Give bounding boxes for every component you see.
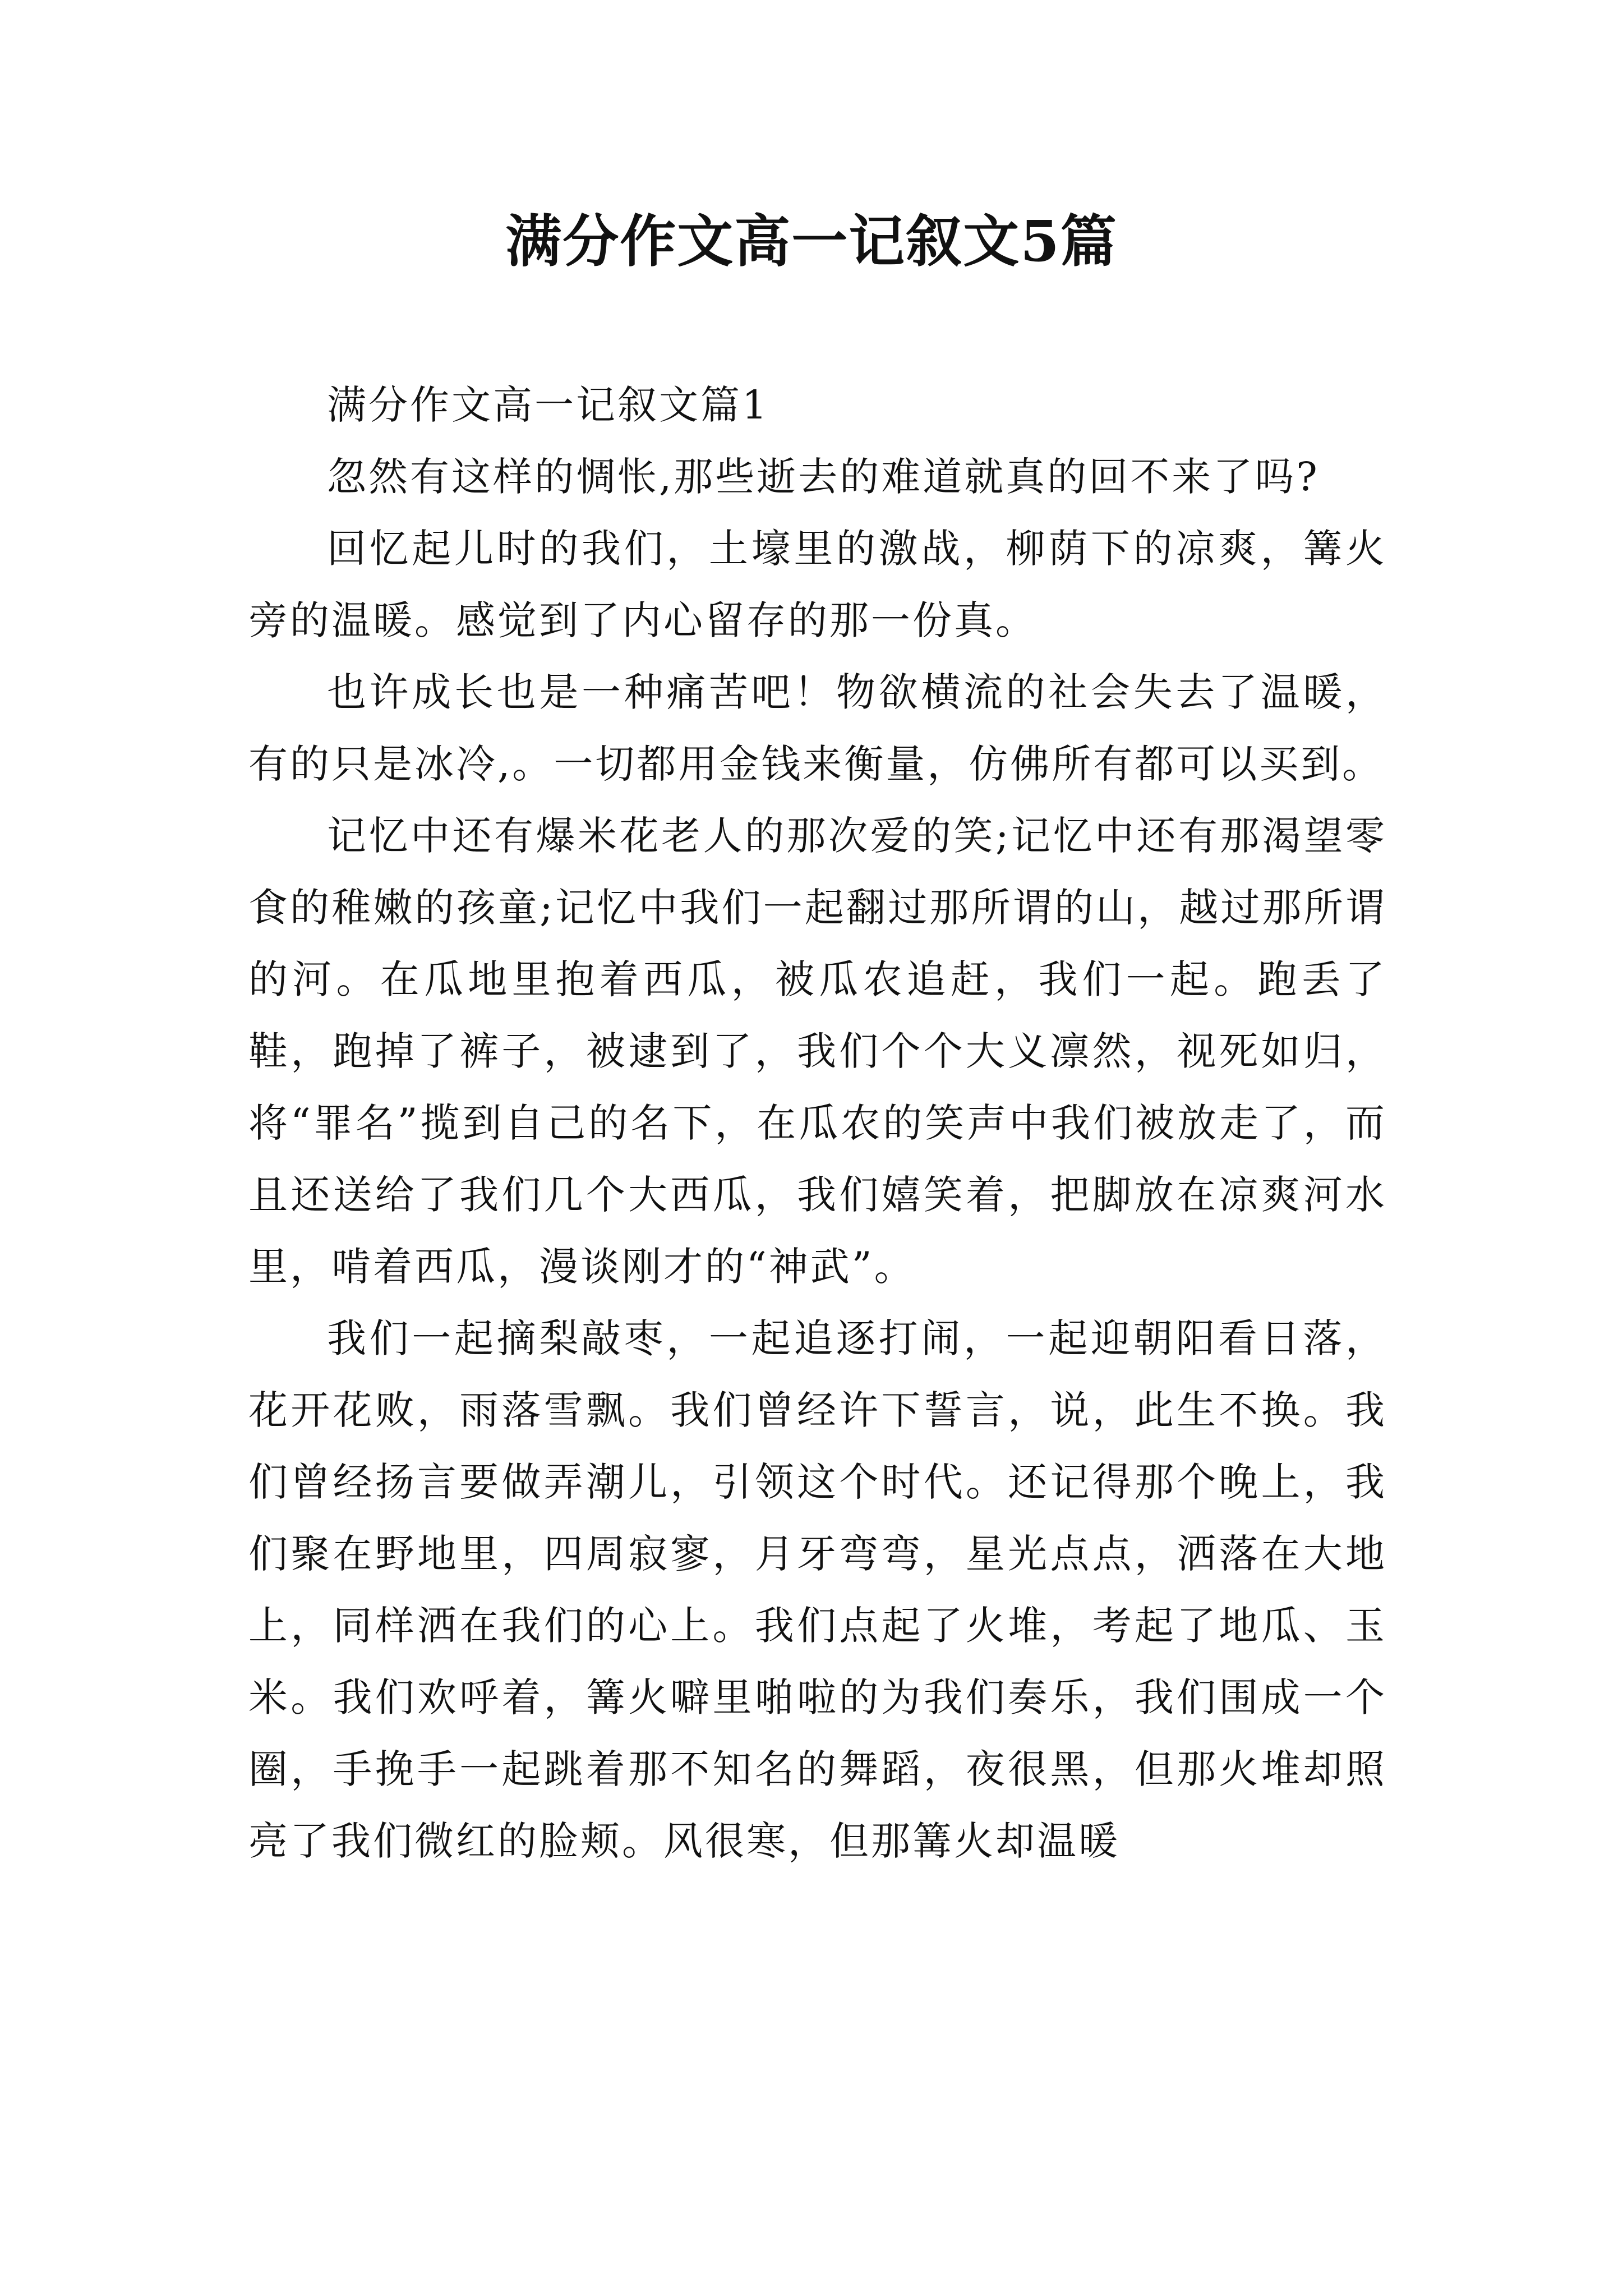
paragraph-1: 忽然有这样的惆怅,那些逝去的难道就真的回不来了吗?	[327, 454, 1320, 500]
paragraph-5: 我们一起摘梨敲枣，一起追逐打闹，一起迎朝阳看日落，花开花败，雨落雪飘。我们曾经许下誓言，说，此生不换。我们曾经扬言要做弄潮儿，引领这个时代。还记得那个晚上，我们聚在野地里，四周寂寥，月牙弯弯，星光点点，洒落在大地上，同样洒在我们的心上。我们点起了火堆，考起了地瓜、玉米。我们欢呼着，篝火噼里啪啦的为我们奏乐，我们围成一个圈，手挽手一起跳着那不知名的舞蹈，夜很黑，但那火堆却照亮了我们微红的脸颊。风很寒，但那篝火却温暖	[248, 1315, 1387, 1864]
paragraph-2: 回忆起儿时的我们，土壕里的激战，柳荫下的凉爽，篝火旁的温暖。感觉到了内心留存的那一份真。	[248, 526, 1387, 643]
document-body	[248, 369, 1387, 1877]
paragraph-3: 也许成长也是一种痛苦吧！物欲横流的社会失去了温暖，有的只是冰冷,。一切都用金钱来衡量，仿佛所有都可以买到。	[248, 669, 1387, 787]
document-title: 满分作文高一记叙文5篇	[505, 208, 1118, 274]
paragraph-4: 记忆中还有爆米花老人的那次爱的笑;记忆中还有那渴望零食的稚嫩的孩童;记忆中我们一起翻过那所谓的山，越过那所谓的河。在瓜地里抱着西瓜，被瓜农追赶，我们一起。跑丢了鞋，跑掉了裤子，被逮到了，我们个个大义凛然，视死如归，将“罪名”揽到自己的名下，在瓜农的笑声中我们被放走了，而且还送给了我们几个大西瓜，我们嬉笑着，把脚放在凉爽河水里，啃着西瓜，漫谈刚才的“神武”。	[248, 813, 1387, 1290]
section-heading: 满分作文高一记叙文篇1	[327, 382, 769, 428]
